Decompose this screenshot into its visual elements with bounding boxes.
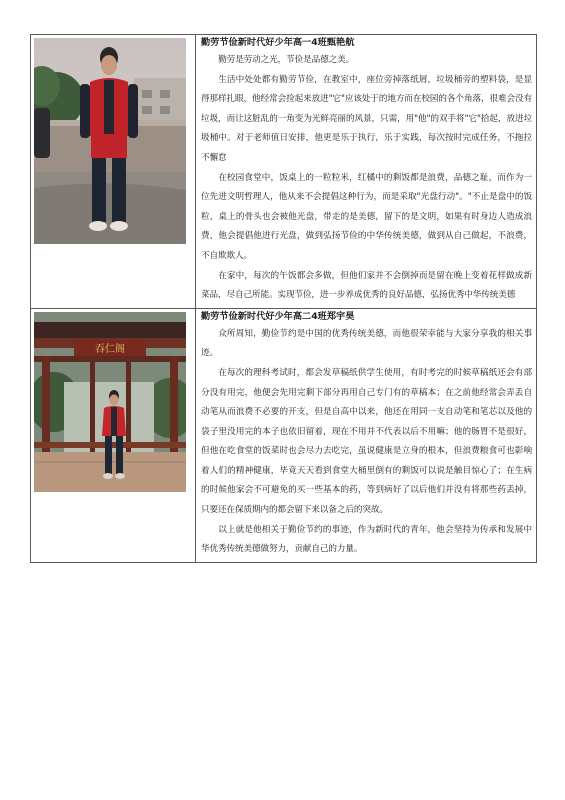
entry-1-paragraph-2: 生活中处处都有勤劳节俭，在教室中，座位旁掉落纸屑，垃圾桶旁的塑料袋，是显得那样扎眼，他经常会捡起来放进"它"应该处于的地方而在校园的各个角落，很难会没有垃圾，而让这脏乱的一角变为光鲜亮丽的风景，只需，用"他"的双手将"它"拾起，放进垃圾桶中。对于老师值日安排，他更是乐于执行，乐于实践，每次按时完成任务，不拖拉不懈怠: [201, 74, 532, 163]
entry-1-paragraph-1: 勤劳是劳动之光，节俭是品德之美。: [218, 55, 355, 65]
entry-1-paragraph-4: 在家中，每次的午饭都会多做，但他们家并不会倒掉而是留在晚上变着花样做成新菜品，尽自己所能。实现节俭，进一步养成优秀的良好品德，弘扬优秀中华传统美德: [201, 270, 532, 301]
text-cell-2: [196, 308, 537, 562]
entry-row-1: [31, 35, 537, 309]
student-photo-1: [34, 38, 186, 244]
entry-2-paragraph-1: 众所周知，勤俭节约是中国的优秀传统美德，而他很荣幸能与大家分享我的相关事迹。: [201, 328, 532, 359]
student-photo-2: [34, 312, 186, 492]
photo-cell-2: [31, 308, 196, 562]
photo-cell-1: [31, 35, 196, 309]
honor-table: [30, 34, 537, 563]
entry-row-2: [31, 308, 537, 562]
text-cell-1: [196, 35, 537, 309]
entry-title-2: 勤劳节俭新时代好少年高二4班郑宇昊: [201, 310, 355, 322]
entry-2-paragraph-3: 以上就是他相关于勤俭节约的事迹，作为新时代的青年，他会坚持为传承和发展中华优秀传统美德做努力，贡献自己的力量。: [201, 524, 532, 555]
pavilion-sign-text: 吞仁阁: [95, 343, 125, 355]
entry-1-paragraph-3: 在校园食堂中，饭桌上的一粒粒米，红橘中的剩饭都是浪费，品德之耻，而作为一位先进文明哲理人，他从来不会提倡这种行为，而是采取"光盘行动"。"不止是盘中的饭粒，桌上的骨头也会被他光盘，带走的是美德，留下的是文明，如果有时身边人造成浪费，他会提倡他进行光盘，做到弘扬节俭的中华传统美德，做到从自己做起，不浪费，不自欺欺人。: [201, 172, 532, 261]
entry-2-paragraph-2: 在每次的理科考试时，都会发草稿纸供学生使用，有时考完的时候草稿纸还会有部分没有用完，他便会先用完剩下部分再用自己专门有的草稿本；在之前他经常会弄丢自动笔从而浪费不必要的开支，但是自高中以来，他还在用同一支自动笔和笔芯以及他的袋子里没用完的本子也依旧留着，现在不用并不代表以后不用嘛；他的肠胃不是很好，但他在吃食堂的饭菜时也会尽力去吃完，虽说健康是立身的根本，但浪费粮食可也影响着人们的精神健康，毕竟天天看到食堂大桶里倒有的剩饭可以说是触目惊心了；在生病的时候他家会不可避免的买一些基本的药，等到病好了以后他们并没有将那些药丢掉，只要还在保质期内的都会留下来以备之后的突故。: [201, 367, 532, 516]
entry-title-1: 勤劳节俭新时代好少年高一4班甄艳航: [201, 37, 355, 48]
